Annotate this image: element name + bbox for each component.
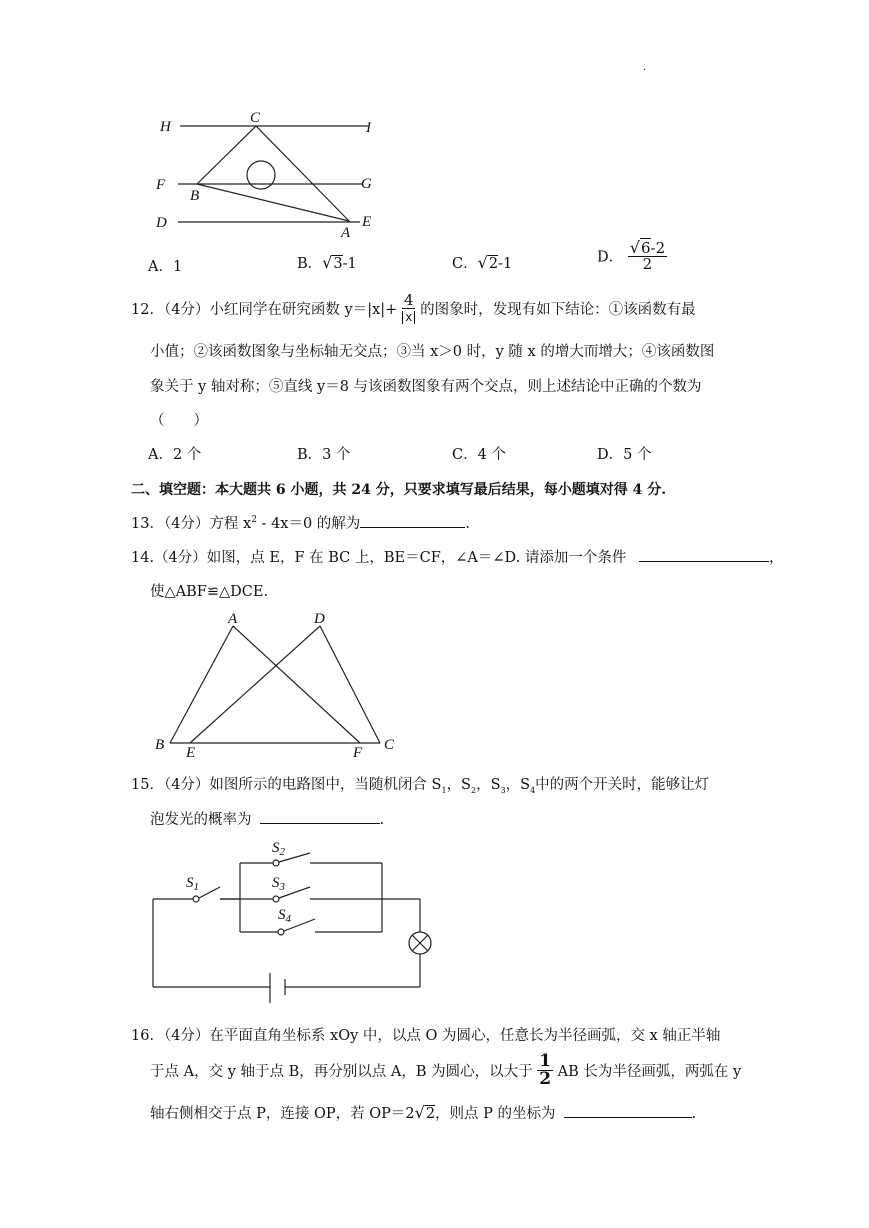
q14-line2: 使△ABF≌△DCE. <box>150 584 269 600</box>
q12-line4: （ ） <box>150 413 208 429</box>
label-s1: $S_1$ <box>186 875 199 893</box>
label-G: G <box>361 176 372 192</box>
q15-line2: 泡发光的概率为 . <box>150 808 384 829</box>
q16-line3: 轴右侧相交于点 P，连接 OP，若 OP＝2√2，则点 P 的坐标为 . <box>150 1103 697 1122</box>
label-A: A <box>228 611 238 627</box>
q12-line3: 象关于 y 轴对称；⑤直线 y＝8 与该函数图象有两个交点，则上述结论中正确的个数为 <box>150 379 702 395</box>
q12-line2: 小值；②该函数图象与坐标轴无交点；③当 x＞0 时，y 随 x 的增大而增大；④该函数图 <box>150 344 715 360</box>
label-s4: $S_4$ <box>278 907 291 925</box>
figure-q14 <box>150 608 410 758</box>
label-E: E <box>186 745 196 758</box>
label-I: I <box>366 120 371 136</box>
q16-line1: 16．（4分）在平面直角坐标系 xOy 中，以点 O 为圆心，任意长为半径画弧，交 x 轴正半轴 <box>131 1028 721 1044</box>
figure-q11 <box>150 105 390 240</box>
label-C: C <box>250 110 261 126</box>
label-D: D <box>156 215 167 231</box>
q12-option-c: C．4 个 <box>452 447 506 463</box>
label-s3: $S_3$ <box>272 875 285 893</box>
label-B: B <box>155 737 165 753</box>
label-E: E <box>362 214 372 230</box>
q11-option-b: B．√3-1 <box>297 253 357 272</box>
q16-line2: 于点 A，交 y 轴于点 B，再分别以点 A，B 为圆心，以大于 $\frac{1}{2}$ AB 长为半径画弧，两弧在 y <box>150 1051 742 1089</box>
label-H: H <box>160 119 171 135</box>
q14-line1: 14.（4分）如图，点 E，F 在 BC 上，BE＝CF，∠A＝∠D. 请添加一个条件 ， <box>131 546 784 567</box>
q11-option-d: D． $\frac{√6-2}{2}$ <box>597 238 666 273</box>
label-B: B <box>190 188 200 204</box>
q12-line1: 12．（4分）小红同学在研究函数 y＝|x|+ $\frac{4}{x}$ 的图象时，发现有如下结论：①该函数有最 <box>131 291 696 324</box>
label-C: C <box>384 737 395 753</box>
q14-answer-blank[interactable] <box>639 547 769 562</box>
q12-fraction: $\frac{4}{x}$ <box>403 291 414 324</box>
q12-option-a: A．2 个 <box>148 447 202 463</box>
q11-option-a: A．1 <box>148 259 183 275</box>
label-D: D <box>314 611 325 627</box>
label-F: F <box>156 177 166 193</box>
figure-q15-circuit <box>145 835 445 1010</box>
q12-option-b: B．3 个 <box>297 447 351 463</box>
label-s2: $S_2$ <box>272 840 285 858</box>
q11-option-c: C．√2-1 <box>452 253 513 272</box>
page-dot: . <box>643 62 647 73</box>
section-heading: 二、填空题：本大题共 6 小题，共 24 分，只要求填写最后结果，每小题填对得 4 分. <box>131 482 667 498</box>
q12-option-d: D．5 个 <box>597 447 652 463</box>
q15-answer-blank[interactable] <box>260 809 380 824</box>
label-A: A <box>341 225 351 240</box>
q13-answer-blank[interactable] <box>360 513 465 528</box>
q16-fraction: $\frac{1}{2}$ <box>539 1051 552 1089</box>
label-F: F <box>353 745 363 758</box>
q13-line: 13．（4分）方程 $x^2 - 4x=0$ 的解为 . <box>131 512 470 533</box>
q16-answer-blank[interactable] <box>564 1103 692 1118</box>
q15-line1: 15．（4分）如图所示的电路图中，当随机闭合 $S_1$，$S_2$，$S_3$，$S_4$中的两个开关时，能够让灯 <box>131 777 710 795</box>
